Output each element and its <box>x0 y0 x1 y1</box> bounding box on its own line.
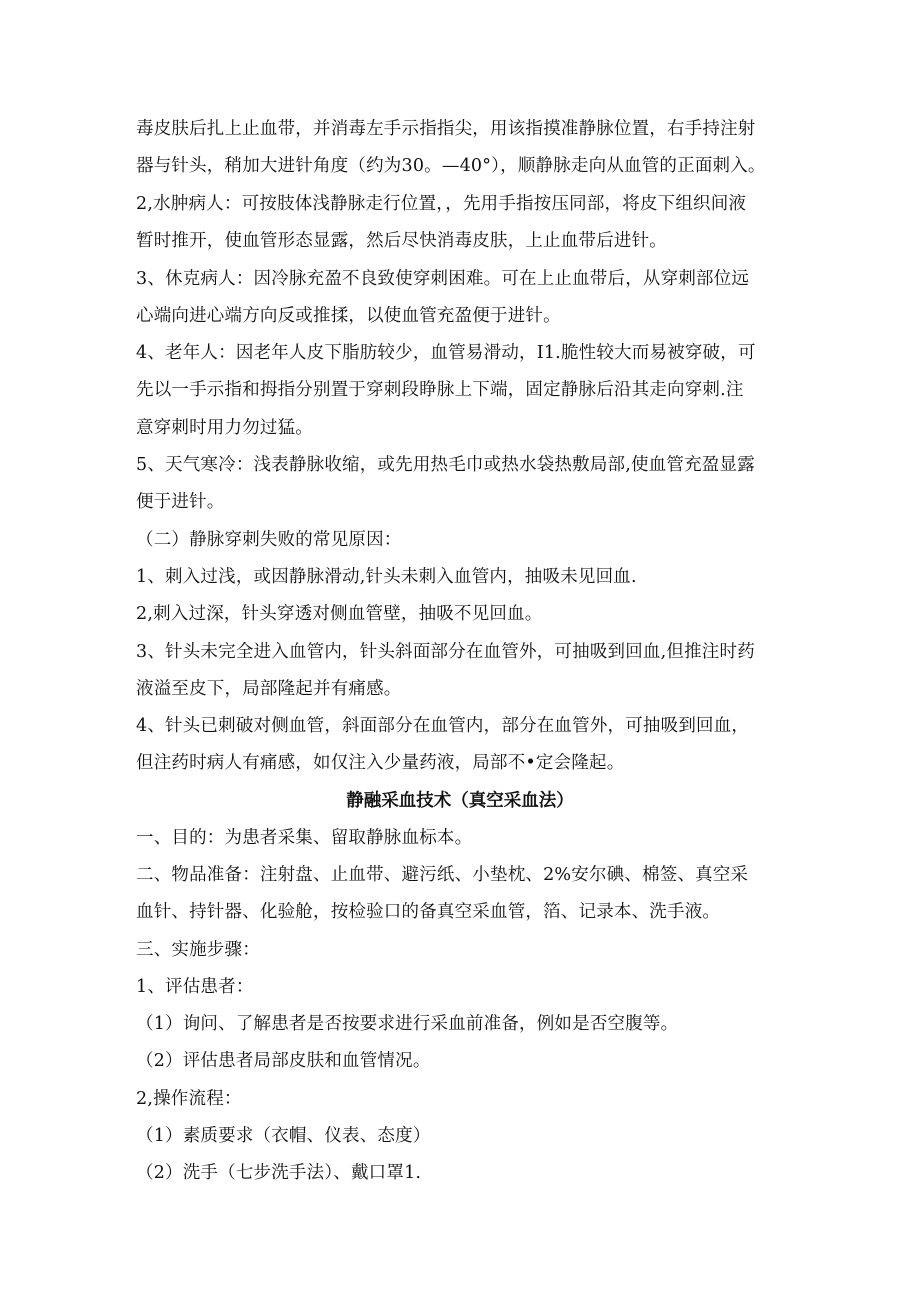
text-line: 但注药时病人有痛感，如仅注入少量药液，局部不•定会隆起。 <box>136 753 625 773</box>
text-line: 3、针头未完全进入血管内，针头斜面部分在血管外，可抽吸到回血,但推注时药 <box>136 642 755 662</box>
text-line: 4、针头已刺破对侧血管，斜面部分在血管内，部分在血管外，可抽吸到回血， <box>136 716 750 736</box>
text-line: 1、评估患者： <box>136 977 254 997</box>
text-line: 三、实施步骤： <box>136 940 260 960</box>
text-line: 4、老年人：因老年人皮下脂肪较少，血管易滑动，I1.脆性较大而易被穿破，可 <box>136 343 756 363</box>
text-line: 暂时推开，使血管形态显露，然后尽快消毒皮肤，上止血带后进针。 <box>136 231 667 251</box>
text-line: 液溢至皮下，局部隆起并有痛感。 <box>136 679 402 699</box>
text-line: 意穿刺时用力勿过猛。 <box>136 418 313 438</box>
text-line: 2,水肿病人：可按肢体浅静脉走行位置，，先用手指按压同部，将皮下组织间液 <box>136 194 747 214</box>
text-line: 心端向进心端方向反或推揉，以使血管充盈便于进针。 <box>136 306 561 326</box>
text-line: 2,刺入过深，针头穿透对侧血管壁，抽吸不见回血。 <box>136 604 543 624</box>
text-line: 3、休克病人：因冷脉充盈不良致使穿刺困难。可在上止血带后，从穿刺部位远 <box>136 269 750 289</box>
text-line: 一、目的：为患者采集、留取静脉血标本。 <box>136 828 473 848</box>
text-line: 2,操作流程： <box>136 1089 242 1109</box>
text-line: 血针、持针器、化验舱，按检验口的备真空采血管，箔、记录本、洗手液。 <box>136 902 721 922</box>
text-line: （二）静脉穿刺失败的常见原因： <box>136 530 402 550</box>
text-line: （1）素质要求（衣帽、仪表、态度） <box>136 1126 431 1146</box>
text-line: 毒皮肤后扎上止血带，并消毒左手示指指尖，用该指摸准静脉位置，右手持注射 <box>136 119 756 139</box>
text-line: 二、物品准备：注射盘、止血带、避污纸、小垫枕、2%安尔碘、棉签、真空采 <box>136 865 749 885</box>
text-line: 先以一手示指和拇指分别置于穿刺段睁脉上下端，固定静脉后沿其走向穿刺.注 <box>136 380 744 400</box>
text-line: （2）评估患者局部皮肤和血管情况。 <box>136 1051 431 1071</box>
text-line: 1、刺入过浅，或因静脉滑动,针头未刺入血管内，抽吸未见回血. <box>136 567 637 587</box>
text-line: 便于进针。 <box>136 492 225 512</box>
section-heading: 静融采血技术（真空采血法） <box>346 791 574 811</box>
text-line: （2）洗手（七步洗手法）、戴口罩1. <box>136 1163 422 1183</box>
text-line: （1）询问、了解患者是否按要求进行采血前准备，例如是否空腹等。 <box>136 1014 679 1034</box>
text-line: 器与针头，稍加大进针角度（约为30。—40°），顺静脉走向从血管的正面刺入。 <box>136 156 766 176</box>
text-line: 5、天气寒冷：浅表静脉收缩，或先用热毛巾或热水袋热敷局部,使血管充盈显露 <box>136 455 755 475</box>
